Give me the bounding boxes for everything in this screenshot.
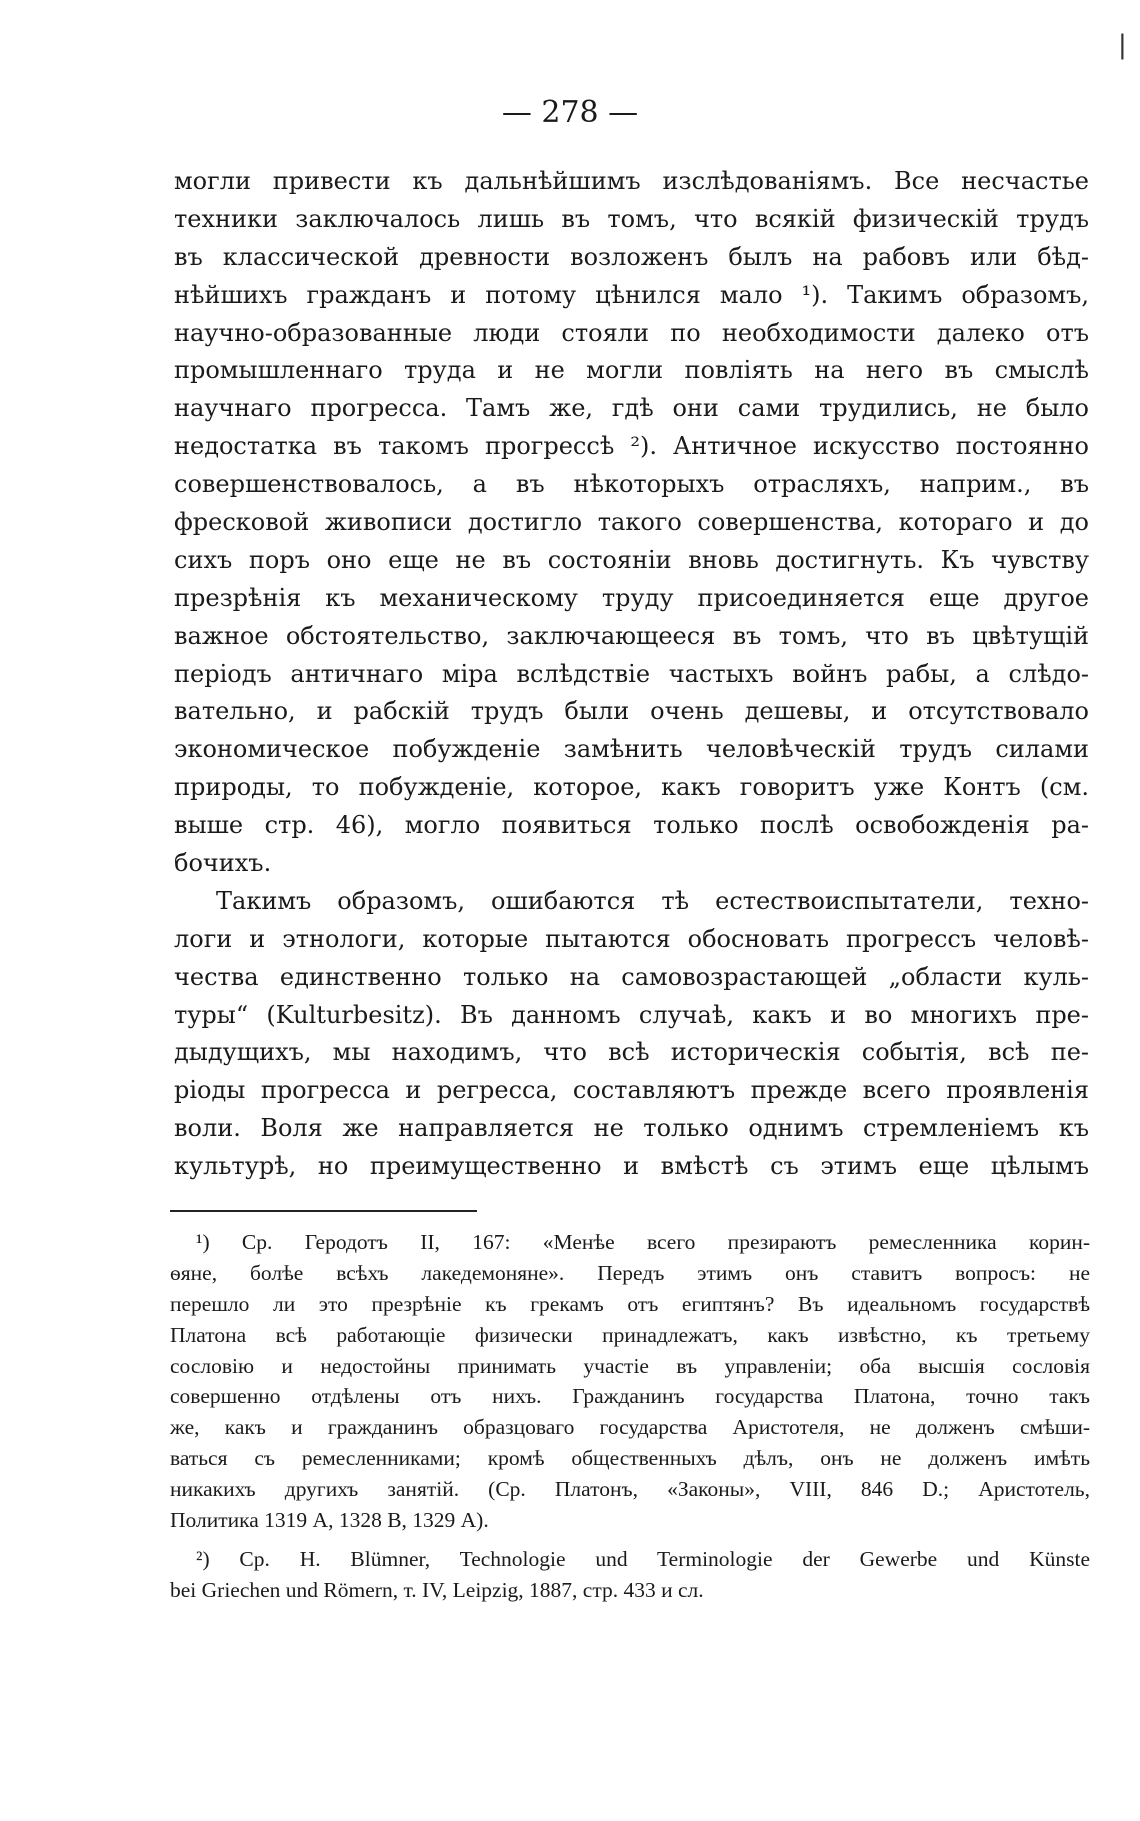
text-line: экономическое побужденіе замѣнить человѣческій трудъ силами (174, 735, 1089, 764)
footnote-1-line: никакихъ другихъ занятій. (Ср. Платонъ, «Законы», VIII, 846 D.; Аристотель, (170, 1477, 1090, 1502)
footnote-1-line: ѳяне, болѣе всѣхъ лакедемоняне». Передъ этимъ онъ ставитъ вопросъ: не (170, 1260, 1090, 1285)
text-line: выше стр. 46), могло появиться только послѣ освобожденія ра- (174, 811, 1089, 840)
text-line: періодъ античнаго міра вслѣдствіе частыхъ войнъ рабы, а слѣдо- (174, 659, 1089, 688)
footnotes (170, 1227, 1090, 1606)
footnote-1-line: Политика 1319 А, 1328 В, 1329 А). (170, 1508, 489, 1533)
text-line: фресковой живописи достигло такого совершенства, котораго и до (174, 508, 1089, 537)
text-line: совершенствовалось, а въ нѣкоторыхъ отрасляхъ, наприм., въ (174, 470, 1089, 499)
footnote-2-line: ²) Ср. H. Blümner, Technologie und Terminologie der Gewerbe und Künste (196, 1546, 1090, 1571)
text-line: чества единственно только на самовозрастающей „области куль- (174, 962, 1089, 991)
footnote-1-line: совершенно отдѣлены отъ нихъ. Гражданинъ государства Платона, точно такъ (170, 1384, 1090, 1409)
text-line: научно-образованные люди стояли по необходимости далеко отъ (174, 318, 1089, 347)
text-line: туры“ (Kulturbesitz). Въ данномъ случаѣ, какъ и во многихъ пре- (174, 1000, 1089, 1029)
text-line: могли привести къ дальнѣйшимъ изслѣдованіямъ. Все несчастье (174, 167, 1089, 195)
text-line: научнаго прогресса. Тамъ же, гдѣ они сами трудились, не было (174, 394, 1089, 423)
footnote-1-line: ваться съ ремесленниками; кромѣ общественныхъ дѣлъ, онъ не долженъ имѣть (170, 1446, 1090, 1471)
footnote-1-line: Платона всѣ работающіе физически принадлежатъ, какъ извѣстно, къ третьему (170, 1322, 1090, 1347)
text-line: въ классической древности возложенъ былъ на рабовъ или бѣд- (174, 242, 1089, 271)
text-line: недостатка въ такомъ прогрессѣ ²). Античное искусство постоянно (174, 432, 1089, 461)
text-line: ріоды прогресса и регресса, составляютъ прежде всего проявленія (174, 1076, 1089, 1105)
footnote-1-line: же, какъ и гражданинъ образцоваго государства Аристотеля, не долженъ смѣши- (170, 1415, 1090, 1440)
text-line: бочихъ. (174, 849, 272, 878)
text-line: вательно, и рабскій трудъ были очень дешевы, и отсутствовало (174, 697, 1089, 726)
footnote-1-line: ¹) Ср. Геродотъ II, 167: «Менѣе всего презираютъ ремесленника корин- (196, 1230, 1090, 1254)
text-line: сихъ поръ оно еще не въ состояніи вновь достигнуть. Къ чувству (174, 545, 1089, 574)
text-line: природы, то побужденіе, которое, какъ говоритъ уже Контъ (см. (174, 773, 1089, 802)
text-line: культурѣ, но преимущественно и вмѣстѣ съ этимъ еще цѣлымъ (174, 1152, 1089, 1181)
footnote-1-line: перешло ли это презрѣніе къ грекамъ отъ египтянъ? Въ идеальномъ государствѣ (170, 1291, 1090, 1316)
footnote-1-line: сословію и недостойны принимать участіе въ управленіи; оба высшія сословія (170, 1353, 1090, 1378)
text-line: техники заключалось лишь въ томъ, что всякій физическій трудъ (174, 204, 1089, 233)
paragraph-start-line: Такимъ образомъ, ошибаются тѣ естествоиспытатели, техно- (216, 886, 1089, 915)
page-number: — 278 — (501, 95, 639, 130)
corner-mark: | (1118, 30, 1127, 60)
text-line: важное обстоятельство, заключающееся въ томъ, что въ цвѣтущій (174, 621, 1089, 650)
text-line: презрѣнія къ механическому труду присоединяется еще другое (174, 583, 1089, 612)
footnote-2-line: bei Griechen und Römern, т. IV, Leipzig, 1887, стр. 433 и сл. (170, 1577, 704, 1602)
text-line: воли. Воля же направляется не только однимъ стремленіемъ къ (174, 1114, 1089, 1143)
text-line: нѣйшихъ гражданъ и потому цѣнился мало ¹). Такимъ образомъ, (174, 280, 1089, 309)
main-text (174, 163, 1089, 1186)
text-line: логи и этнологи, которые пытаются обосновать прогрессъ человѣ- (174, 924, 1089, 953)
text-line: дыдущихъ, мы находимъ, что всѣ историческія событія, всѣ пе- (174, 1038, 1089, 1067)
text-line: промышленнаго труда и не могли повліять на него въ смыслѣ (174, 356, 1089, 385)
footnote-divider (170, 1210, 477, 1212)
